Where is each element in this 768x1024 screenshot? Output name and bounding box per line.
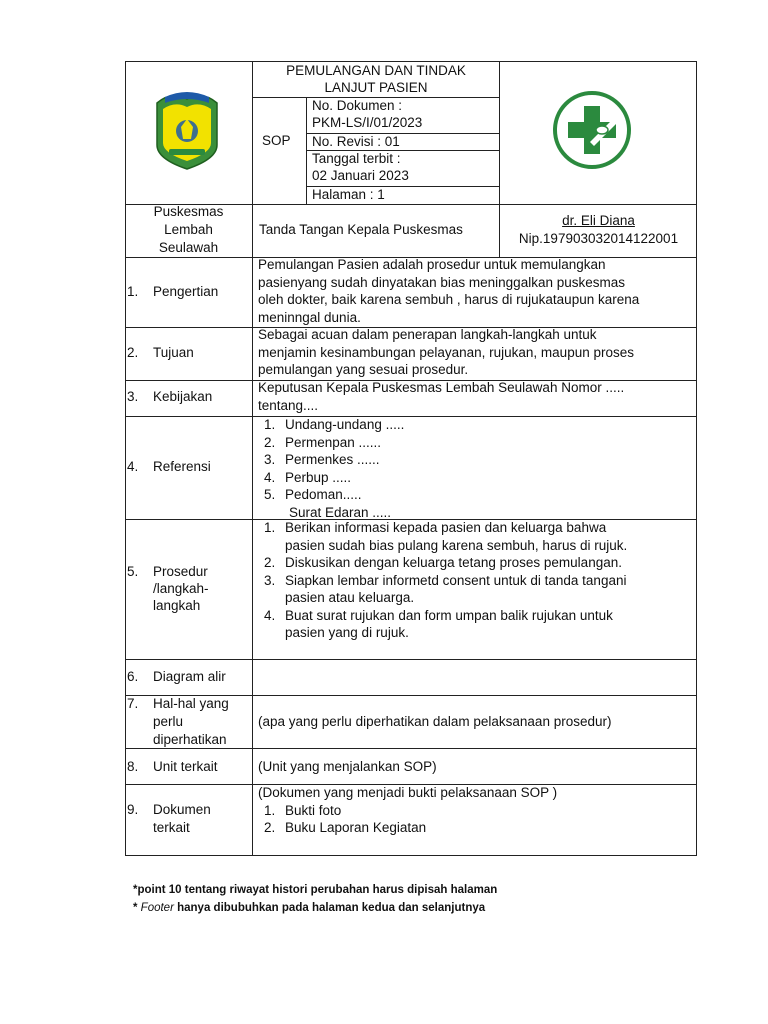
section-number: 5. bbox=[127, 564, 139, 579]
list-text: pasien yang di rujuk. bbox=[285, 625, 409, 640]
sop-title-line1: PEMULANGAN DAN TINDAK bbox=[286, 63, 466, 78]
text-line: menjamin kesinambungan pelayanan, rujukan, maupun proses bbox=[258, 344, 634, 360]
head-nip: Nip.197903032014122001 bbox=[518, 231, 679, 246]
bakti-husada-icon bbox=[552, 90, 632, 170]
section-label-hal-hal-l3: diperhatikan bbox=[153, 732, 227, 747]
list-text: Berikan informasi kepada pasien dan keluarga bahwa bbox=[285, 520, 607, 535]
text-line: oleh dokter, baik karena sembuh , harus di rujukataupun karena bbox=[258, 292, 640, 307]
revision-number: No. Revisi : 01 bbox=[312, 134, 400, 149]
section-number: 9. bbox=[127, 802, 139, 817]
list-text: Permenkes ...... bbox=[285, 452, 380, 467]
text-line: tentang.... bbox=[258, 397, 319, 413]
text-line: Sebagai acuan dalam penerapan langkah-langkah untuk bbox=[258, 327, 597, 342]
list-item bbox=[256, 802, 557, 820]
section-label-kebijakan: Kebijakan bbox=[153, 389, 213, 404]
text-line: pasienyang sudah dinyatakan bias meninggalkan puskesmas bbox=[258, 274, 625, 290]
footnote-2 bbox=[133, 899, 485, 917]
list-item bbox=[256, 451, 404, 469]
dokumen-intro: (Dokumen yang menjadi bukti pelaksanaan SOP ) bbox=[258, 785, 558, 800]
section-number: 7. bbox=[127, 696, 139, 711]
footnote-star: * bbox=[133, 902, 141, 914]
list-text: Buat surat rujukan dan form umpan balik rujukan untuk bbox=[285, 607, 613, 623]
row-line bbox=[125, 416, 697, 417]
issue-date-value: 02 Januari 2023 bbox=[312, 168, 409, 183]
section-label-prosedur-l3: langkah bbox=[153, 598, 201, 613]
puskesmas-logo bbox=[552, 90, 632, 170]
list-item bbox=[256, 486, 404, 504]
list-item bbox=[256, 819, 557, 837]
head-name: dr. Eli Diana bbox=[562, 213, 635, 228]
table-border-right bbox=[696, 61, 697, 856]
section-number: 3. bbox=[127, 389, 139, 404]
sop-title-line2: LANJUT PASIEN bbox=[324, 80, 428, 95]
hal-hal-text: (apa yang perlu diperhatikan dalam pelaksanaan prosedur) bbox=[258, 714, 612, 729]
list-number: 2. bbox=[264, 434, 276, 450]
dokumen-terkait bbox=[256, 784, 557, 837]
list-text: Permenpan ...... bbox=[285, 434, 382, 450]
section-label-dokumen-l1: Dokumen bbox=[153, 802, 211, 817]
section-label-unit-terkait: Unit terkait bbox=[153, 759, 218, 774]
pengertian-text bbox=[258, 256, 639, 326]
list-number: 1. bbox=[264, 417, 276, 432]
list-item bbox=[256, 434, 404, 452]
org-name-line3: Seulawah bbox=[158, 240, 219, 255]
list-text: pasien atau keluarga. bbox=[285, 590, 415, 605]
issue-date-label: Tanggal terbit : bbox=[312, 151, 401, 166]
section-label-referensi: Referensi bbox=[153, 459, 211, 474]
sop-document bbox=[125, 61, 697, 856]
text-line: Pemulangan Pasien adalah prosedur untuk memulangkan bbox=[258, 257, 606, 272]
section-number: 8. bbox=[127, 759, 139, 774]
prosedur-list bbox=[256, 519, 627, 642]
list-text: pasien sudah bias pulang karena sembuh, harus di rujuk. bbox=[285, 537, 628, 553]
footnote-1: *point 10 tentang riwayat histori perubahan harus dipisah halaman bbox=[133, 884, 498, 896]
list-number: 2. bbox=[264, 555, 276, 570]
unit-terkait-text: (Unit yang menjalankan SOP) bbox=[258, 759, 437, 774]
section-number: 1. bbox=[127, 284, 139, 299]
doc-number-value: PKM-LS/I/01/2023 bbox=[312, 115, 423, 130]
section-label-prosedur-l2: /langkah- bbox=[153, 581, 209, 596]
section-label-diagram-alir: Diagram alir bbox=[153, 669, 226, 684]
text-line: pemulangan yang sesuai prosedur. bbox=[258, 362, 469, 377]
list-number: 1. bbox=[264, 802, 276, 818]
page-number: Halaman : 1 bbox=[312, 187, 385, 202]
referensi-list bbox=[256, 416, 404, 521]
list-number: 2. bbox=[264, 820, 276, 835]
section-label-hal-hal-l1: Hal-hal yang bbox=[153, 696, 229, 711]
list-text: Perbup ..... bbox=[285, 469, 352, 485]
list-item bbox=[256, 416, 404, 434]
list-text: Pedoman..... bbox=[285, 487, 362, 502]
section-label-prosedur-l1: Prosedur bbox=[153, 564, 208, 579]
footnote-rest: hanya dibubuhkan pada halaman kedua dan selanjutnya bbox=[173, 902, 486, 914]
list-item bbox=[256, 607, 627, 642]
column-divider bbox=[252, 61, 253, 856]
regency-logo bbox=[151, 89, 223, 171]
section-label-hal-hal-l2: perlu bbox=[153, 714, 184, 729]
footnote-italic: Footer bbox=[140, 902, 174, 914]
list-number: 1. bbox=[264, 520, 276, 535]
list-number: 3. bbox=[264, 572, 276, 588]
section-label-pengertian: Pengertian bbox=[153, 284, 219, 299]
text-line: meninngal dunia. bbox=[258, 309, 361, 325]
list-text: Siapkan lembar informetd consent untuk di tanda tangani bbox=[285, 572, 627, 588]
org-name-line1: Puskesmas bbox=[153, 204, 224, 219]
sop-label: SOP bbox=[262, 133, 291, 148]
section-label-dokumen-l2: terkait bbox=[153, 820, 190, 835]
list-item bbox=[256, 519, 627, 554]
tujuan-text bbox=[258, 326, 634, 379]
list-number: 5. bbox=[264, 487, 276, 502]
doc-number-label: No. Dokumen : bbox=[312, 98, 403, 113]
table-border-bottom bbox=[125, 855, 697, 856]
signature-label: Tanda Tangan Kepala Puskesmas bbox=[259, 222, 463, 237]
text-line: Keputusan Kepala Puskesmas Lembah Seulawah Nomor ..... bbox=[258, 380, 625, 395]
list-item bbox=[256, 469, 404, 487]
regency-shield-icon bbox=[151, 89, 223, 171]
list-item bbox=[256, 572, 627, 607]
kebijakan-text bbox=[258, 379, 624, 414]
section-number: 4. bbox=[127, 459, 139, 474]
list-number: 4. bbox=[264, 469, 276, 485]
list-text: Bukti foto bbox=[285, 802, 342, 818]
section-number: 2. bbox=[127, 345, 139, 360]
section-number: 6. bbox=[127, 669, 139, 684]
list-number: 3. bbox=[264, 452, 276, 467]
row-line bbox=[125, 659, 697, 660]
list-text: Undang-undang ..... bbox=[285, 417, 405, 432]
list-number: 4. bbox=[264, 607, 276, 623]
section-label-tujuan: Tujuan bbox=[153, 345, 194, 360]
list-item bbox=[256, 554, 627, 572]
list-extra: Surat Edaran ..... bbox=[289, 504, 392, 520]
list-text: Buku Laporan Kegiatan bbox=[285, 820, 427, 835]
org-name-line2: Lembah bbox=[164, 222, 213, 237]
list-text: Diskusikan dengan keluarga tetang proses pemulangan. bbox=[285, 555, 622, 570]
table-border-left bbox=[125, 61, 126, 856]
